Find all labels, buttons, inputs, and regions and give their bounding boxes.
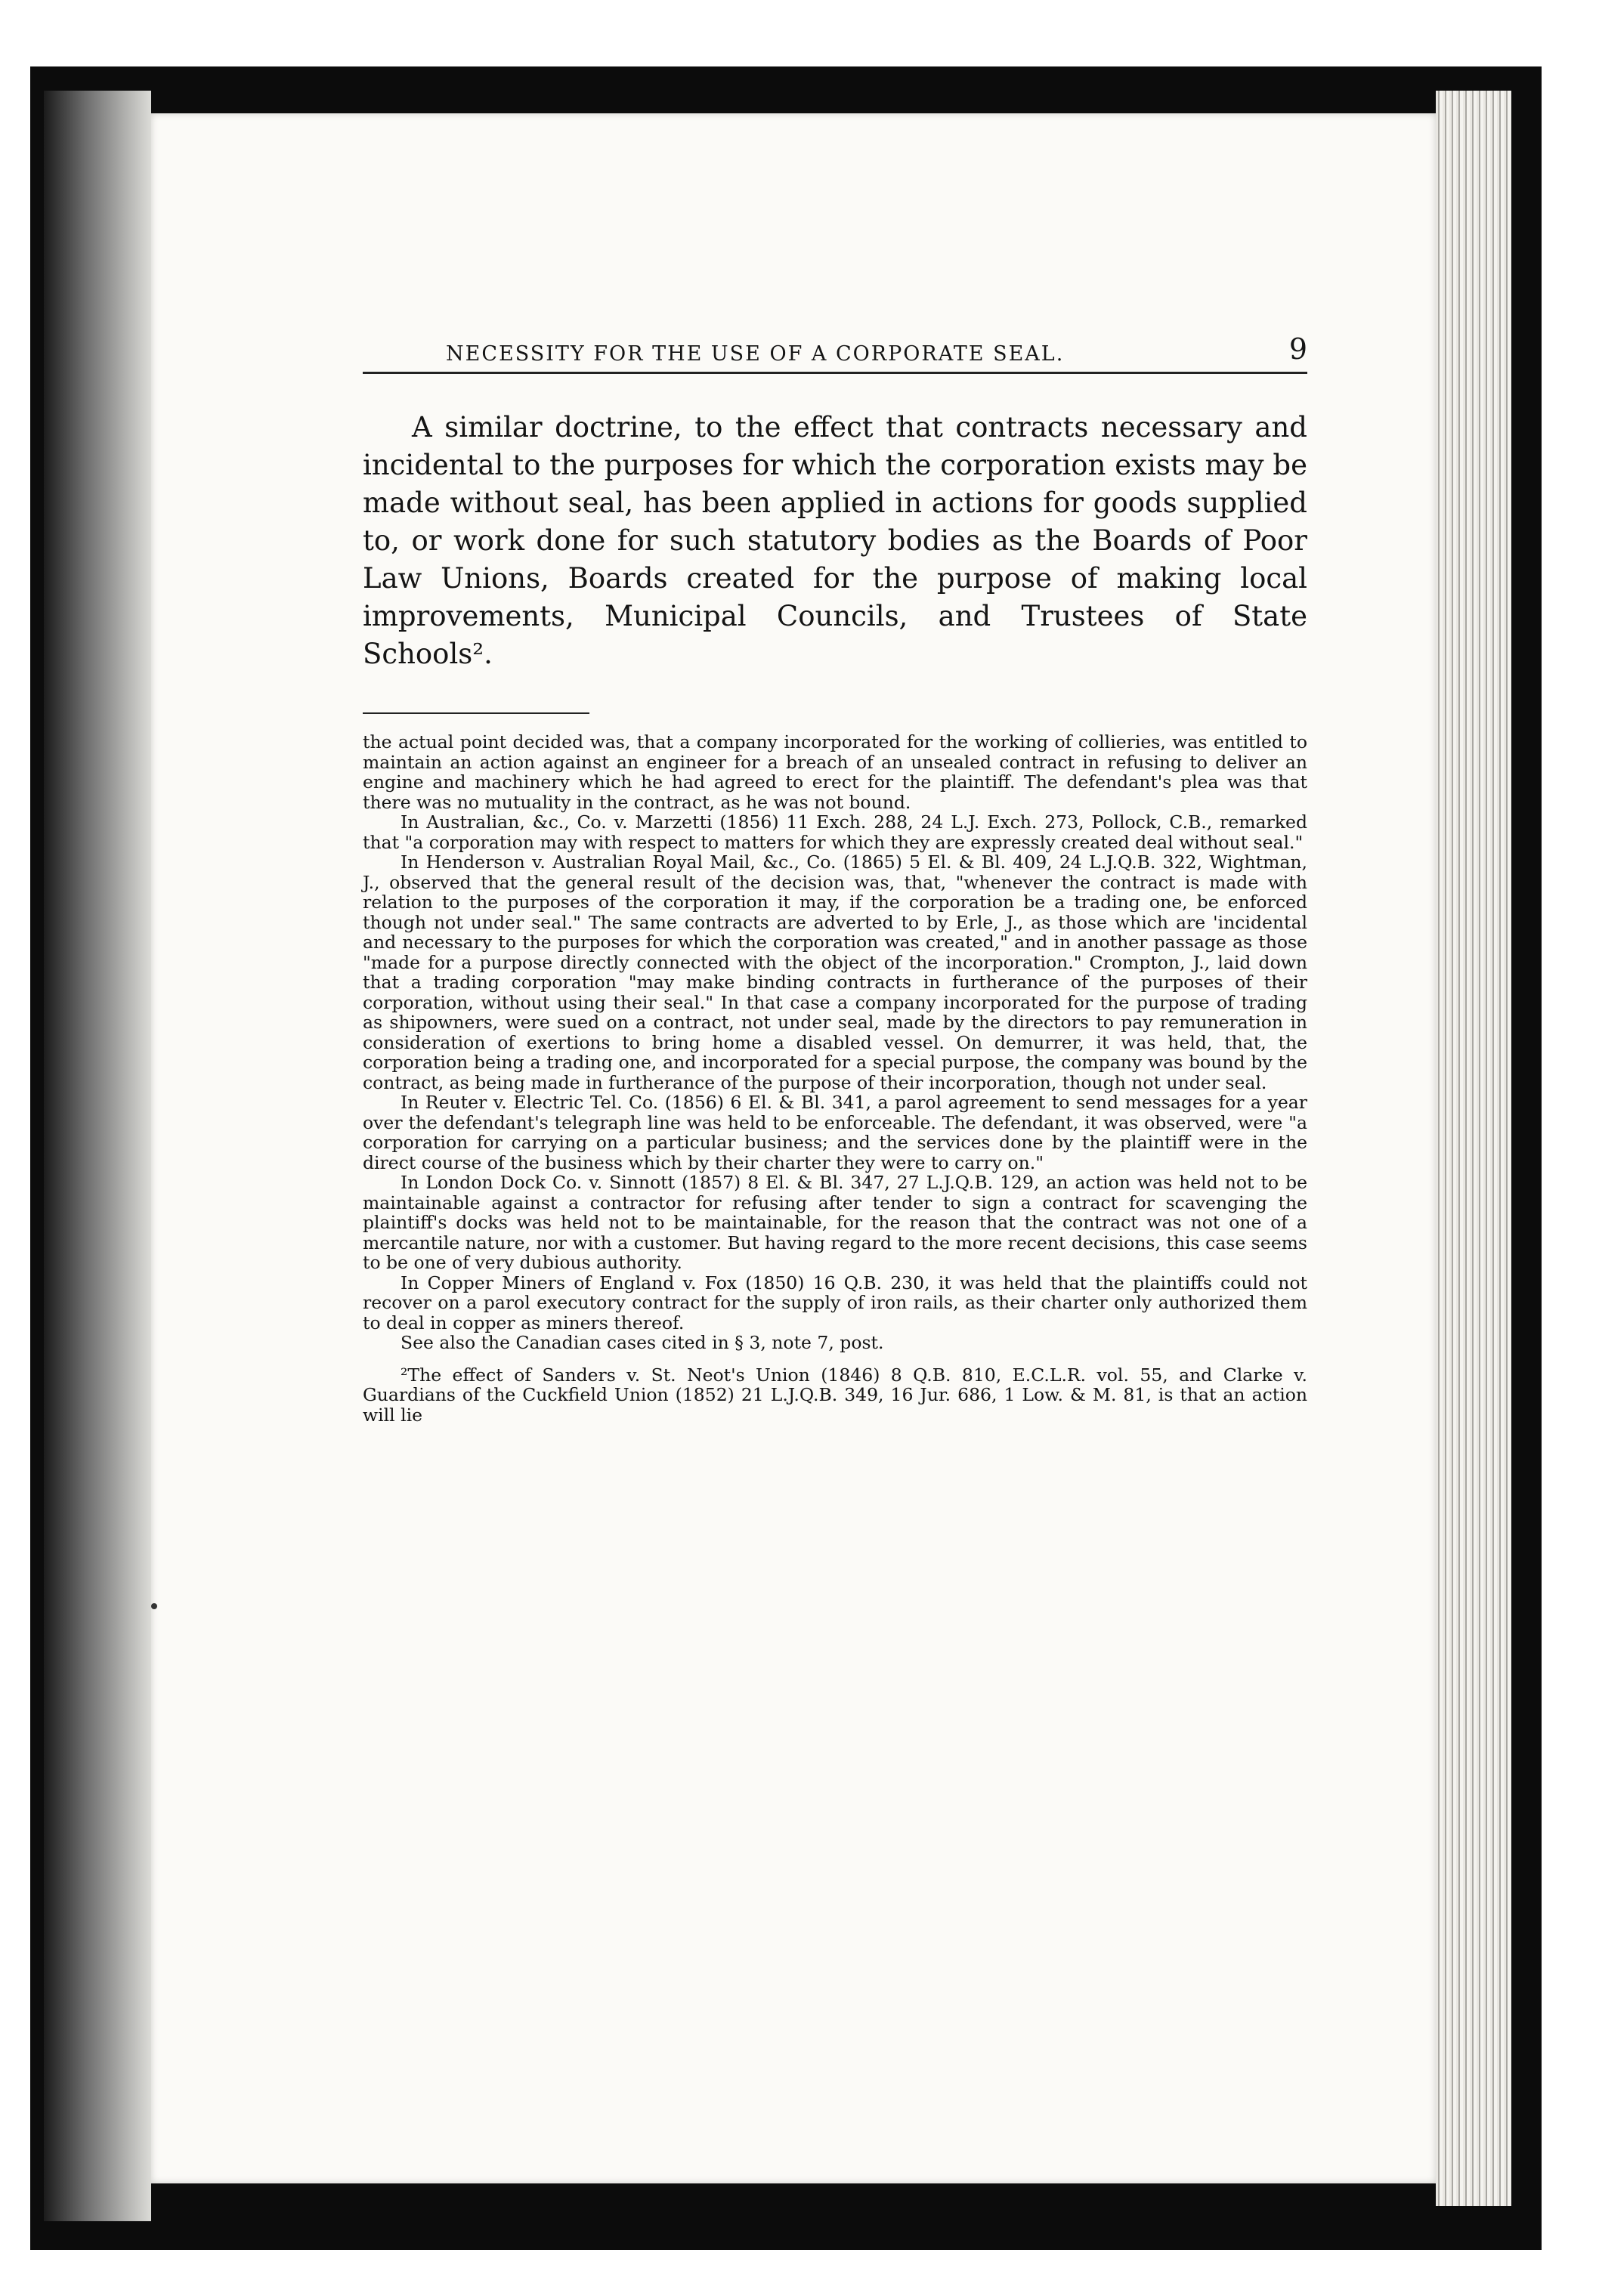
page-number: 9 (1288, 332, 1307, 366)
footnote-paragraph: In Australian, &c., Co. v. Marzetti (1856) 11 Exch. 288, 24 L.J. Exch. 273, Pollock, C.B., remarked that "a corporation may with respect to matters for which they are expressly created deal without seal." (363, 811, 1307, 853)
page-content (363, 332, 1307, 1425)
footnote-2: ²The effect of Sanders v. St. Neot's Union (1846) 8 Q.B. 810, E.C.L.R. vol. 55, and Clarke v. Guardians of the Cuckfield Union (1852) 21 L.J.Q.B. 349, 16 Jur. 686, 1 Low. & M. 81, is that an action will lie (363, 1364, 1307, 1426)
footnotes (363, 732, 1307, 1425)
body-paragraph: A similar doctrine, to the effect that contracts necessary and incidental to the purposes for which the corporation exists may be made without seal, has been applied in actions for goods supplied to, or work done for such statutory bodies as the Boards of Poor Law Unions, Boards created for the purpose of making local improvements, Municipal Councils, and Trustees of State Schools². (363, 411, 1307, 670)
footnote-paragraph: In Copper Miners of England v. Fox (1850) 16 Q.B. 230, it was held that the plaintiffs could not recover on a parol executory contract for the supply of iron rails, as their charter only authorized them to deal in copper as miners thereof. (363, 1272, 1307, 1333)
footnote-paragraph: See also the Canadian cases cited in § 3, note 7, post. (401, 1332, 884, 1353)
footnote-paragraph: In Henderson v. Australian Royal Mail, &c., Co. (1865) 5 El. & Bl. 409, 24 L.J.Q.B. 322, Wightman, J., observed that the general result of the decision was, that, "whenever the contract is made with relation to the purposes of the corporation it may, if the corporation be a trading one, be enforced though not under seal." The same contracts are adverted to by Erle, J., as those which are 'incidental and necessary to the purposes for which the corporation was created," and in another passage as those "made for a purpose directly connected with the object of the incorporation." Crompton, J., laid down that a trading corporation "may make binding contracts in furtherance of the purposes of their corporation, without using their seal." In that case a company incorporated for the purpose of trading as shipowners, were sued on a contract, not under seal, made by the directors to pay remuneration in consideration of exertions to bring home a disabled vessel. On demurrer, it was held, that, the corporation being a trading one, and incorporated for a special purpose, the company was bound by the contract, as being made in furtherance of the purpose of their incorporation, though not under seal. (363, 851, 1307, 1093)
footnote-separator (363, 712, 589, 714)
running-title: NECESSITY FOR THE USE OF A CORPORATE SEAL. (446, 342, 1065, 366)
footnote-paragraph: In London Dock Co. v. Sinnott (1857) 8 El. & Bl. 347, 27 L.J.Q.B. 129, an action was held not to be maintainable against a contractor for refusing after tender to sign a contract for scavenging the plaintiff's docks was held not to be maintainable, for the reason that the contract was not one of a mercantile nature, nor with a customer. But having regard to the more recent decisions, this case seems to be one of very dubious authority. (363, 1172, 1307, 1273)
running-header (363, 332, 1307, 374)
scan-speck (151, 1603, 157, 1609)
footnote-paragraph: In Reuter v. Electric Tel. Co. (1856) 6 El. & Bl. 341, a parol agreement to send messages for a year over the defendant's telegraph line was held to be enforceable. The defendant, it was observed, were "a corporation for carrying on a particular business; and the services done by the plaintiff were in the direct course of the business which by their charter they were to carry on." (363, 1092, 1307, 1173)
page-edges (1436, 91, 1511, 2206)
footnote-continuation: the actual point decided was, that a company incorporated for the working of collieries, was entitled to maintain an action against an engineer for a breach of an unsealed contract in refusing to deliver an engine and machinery which he had agreed to erect for the plaintiff. The defendant's plea was that there was no mutuality in the contract, as he was not bound. (363, 731, 1307, 813)
book-binding-shadow (44, 91, 151, 2221)
